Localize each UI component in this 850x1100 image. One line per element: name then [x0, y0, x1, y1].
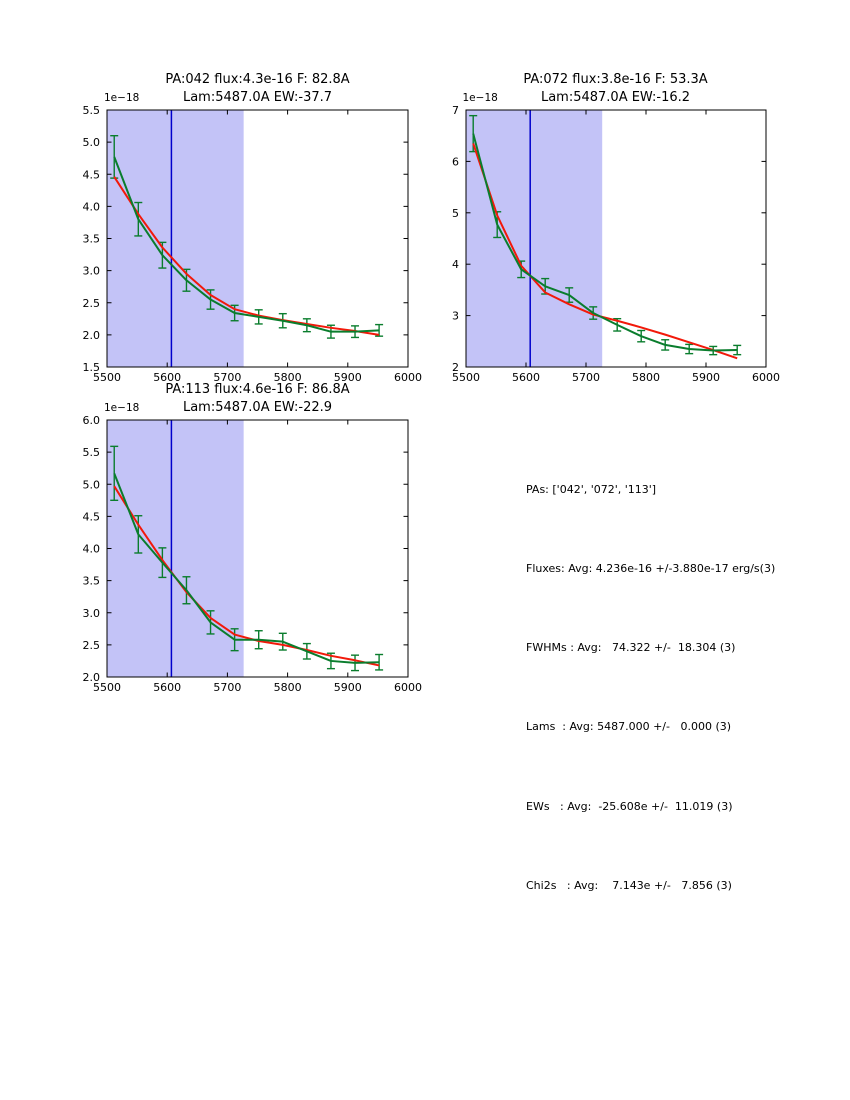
plot-title-line2: Lam:5487.0A EW:-16.2: [540, 90, 691, 105]
y-tick-label: 4.0: [82, 200, 100, 214]
x-tick-label: 5600: [153, 371, 182, 384]
y-tick-label: 2: [451, 361, 459, 374]
y-tick-label: 5.0: [82, 478, 100, 492]
x-tick-label: 5900: [333, 371, 362, 384]
x-tick-label: 6000: [394, 681, 422, 694]
y-tick-label: 2.0: [82, 671, 100, 684]
x-tick-label: 5700: [213, 371, 242, 384]
spectrum-plot-pa113: [57, 375, 422, 707]
x-tick-label: 5500: [93, 371, 121, 384]
highlight-band: [466, 110, 602, 367]
y-tick-label: 5.5: [82, 104, 100, 117]
x-tick-label: 5800: [273, 681, 302, 694]
plot-title-line2: Lam:5487.0A EW:-37.7: [182, 90, 333, 105]
y-tick-label: 3.0: [82, 264, 100, 278]
y-axis-offset-label: 1e−18: [104, 92, 140, 104]
y-tick-label: 6.0: [82, 414, 100, 427]
x-tick-label: 6000: [394, 371, 422, 384]
x-tick-label: 5700: [571, 371, 600, 384]
x-tick-label: 5600: [153, 681, 182, 694]
y-tick-label: 3.5: [82, 232, 100, 246]
y-tick-label: 3: [451, 309, 459, 323]
plot-title-line1: PA:042 flux:4.3e-16 F: 82.8A: [165, 72, 350, 87]
x-tick-label: 5800: [631, 371, 660, 384]
highlight-band: [107, 110, 244, 367]
y-tick-label: 2.5: [82, 296, 100, 310]
x-tick-label: 6000: [751, 371, 780, 384]
y-tick-label: 3.5: [82, 574, 100, 588]
y-axis-offset-label: 1e−18: [462, 92, 498, 104]
x-tick-label: 5900: [333, 681, 362, 694]
y-tick-label: 6: [451, 155, 459, 169]
y-axis-offset-label: 1e−18: [104, 402, 140, 414]
x-tick-label: 5500: [93, 681, 121, 694]
y-tick-label: 2.0: [82, 328, 100, 342]
y-tick-label: 7: [451, 104, 459, 117]
stats-line-chi2s: Chi2s : Avg: 7.143e +/- 7.856 (3): [526, 878, 732, 892]
stats-line-pas: PAs: ['042', '072', '113']: [526, 482, 657, 496]
x-tick-label: 5600: [511, 371, 540, 384]
y-tick-label: 5: [451, 206, 459, 220]
y-tick-label: 4.5: [82, 510, 100, 524]
stats-line-lams: Lams : Avg: 5487.000 +/- 0.000 (3): [526, 720, 732, 734]
plot-area: [57, 65, 422, 397]
stats-line-fwhms: FWHMs : Avg: 74.322 +/- 18.304 (3): [526, 641, 736, 655]
y-tick-label: 4.0: [82, 542, 100, 556]
y-tick-label: 5.5: [82, 446, 100, 460]
stats-line-ews: EWs : Avg: -25.608e +/- 11.019 (3): [526, 799, 733, 813]
spectrum-plot-pa072: [416, 65, 780, 397]
y-tick-label: 1.5: [82, 361, 100, 374]
highlight-band: [107, 420, 244, 677]
plot-area: [416, 65, 780, 397]
plot-title-line2: Lam:5487.0A EW:-22.9: [182, 400, 333, 415]
plot-title-line1: PA:072 flux:3.8e-16 F: 53.3A: [523, 72, 708, 87]
x-tick-label: 5500: [451, 371, 480, 384]
x-tick-label: 5900: [691, 371, 720, 384]
y-tick-label: 4.5: [82, 168, 100, 182]
stats-line-fluxes: Fluxes: Avg: 4.236e-16 +/-3.880e-17 erg/s(3): [526, 562, 776, 576]
plot-title-line1: PA:113 flux:4.6e-16 F: 86.8A: [165, 382, 350, 397]
x-tick-label: 5700: [213, 681, 242, 694]
y-tick-label: 4: [451, 258, 459, 272]
y-tick-label: 3.0: [82, 606, 100, 620]
y-tick-label: 2.5: [82, 638, 100, 652]
stats-panel: [526, 424, 775, 952]
spectrum-plot-pa042: [57, 65, 422, 397]
x-tick-label: 5800: [273, 371, 302, 384]
y-tick-label: 5.0: [82, 136, 100, 150]
plot-area: [57, 375, 422, 707]
